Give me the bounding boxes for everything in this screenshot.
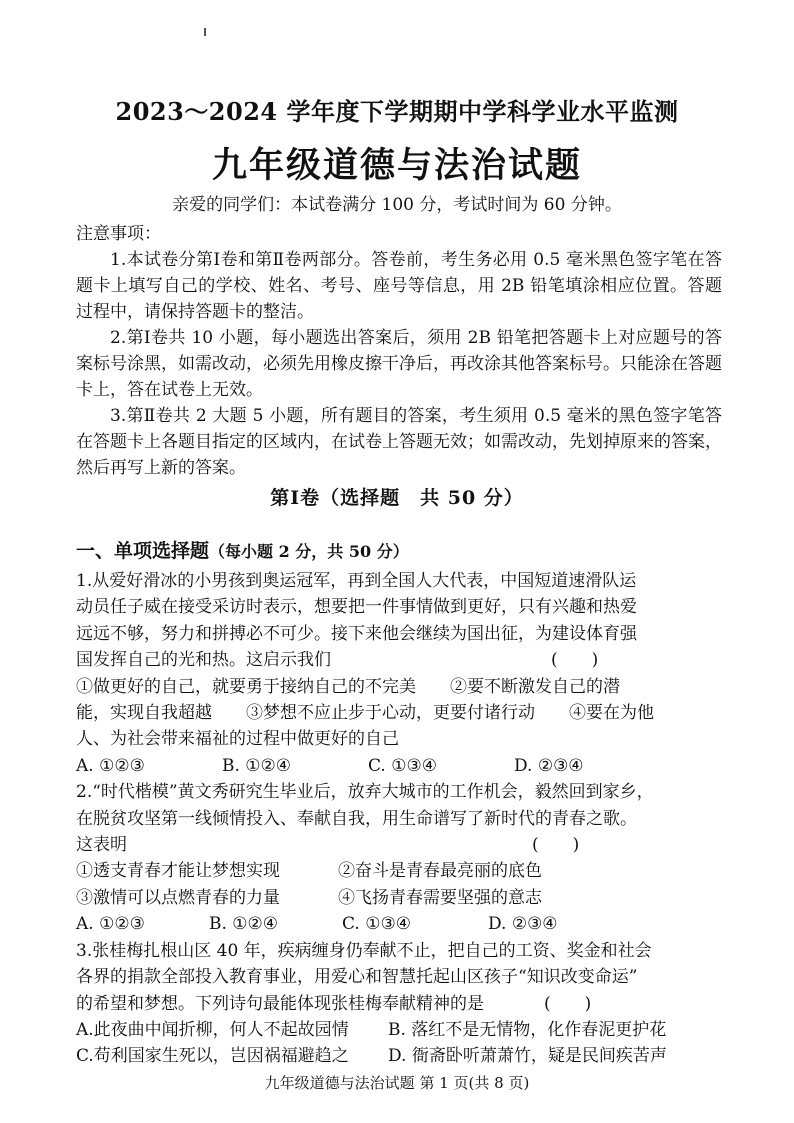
q1-line-3: 远远不够，努力和拼搏必不可少。接下来他会继续为国出征，为建设体育强 [76, 623, 637, 644]
q2-statement-4: ④飞扬青春需要坚强的意志 [338, 887, 542, 908]
q2-statement-1: ①透支青春才能让梦想实现 [76, 861, 280, 882]
q2-option-d: D. ②③④ [488, 914, 558, 935]
q1-option-d: D. ②③④ [514, 755, 584, 776]
q1-options [76, 753, 722, 779]
q1-line-5: ①做更好的自己，就要勇于接纳自己的不完美 ②要不断激发自己的潜 [76, 676, 620, 697]
q3-line-2: 各界的捐款全部投入教育事业，用爱心和智慧托起山区孩子“知识改变命运” [76, 967, 638, 988]
q2-statements-row-1 [76, 858, 722, 884]
q3-answer-paren: ( ) [544, 993, 592, 1014]
q2-option-c: C. ①③④ [342, 914, 411, 935]
notes-item-2: 2.第Ⅰ卷共 10 小题，每小题选出答案后，须用 2B 铅笔把答题卡上对应题号的答案标号涂黑，如需改动，必须先用橡皮擦干净后，再改涂其他答案标号。只能涂在答题卡上，答在试卷上无效。 [76, 328, 722, 400]
scan-mark [204, 28, 206, 36]
q3-stem-end: 的希望和梦想。下列诗句最能体现张桂梅奉献精神的是 [76, 993, 484, 1014]
notes-item-3: 3.第Ⅱ卷共 2 大题 5 小题，所有题目的答案，考生须用 0.5 毫米的黑色签字笔答在答题卡上各题目指定的区域内，在试卷上答题无效；如需改动，先划掉原来的答案，然后再写上新的答案。 [76, 406, 722, 478]
notes-section [76, 221, 722, 481]
q3-options-row-2 [76, 1043, 722, 1069]
q2-line-1: 2.“时代楷模”黄文秀研究生毕业后，放弃大城市的工作机会，毅然回到家乡， [76, 782, 654, 803]
q2-statement-3: ③激情可以点燃青春的力量 [76, 887, 280, 908]
q3-line-3 [76, 991, 722, 1017]
q2-option-b: B. ①②④ [209, 914, 279, 935]
q1-line-1: 1.从爱好滑冰的小男孩到奥运冠军，再到全国人大代表，中国短道速滑队运 [76, 571, 637, 591]
q1-option-a: A. ①②③ [76, 755, 145, 776]
q2-options [76, 911, 722, 937]
q2-option-a: A. ①②③ [76, 914, 145, 935]
exam-intro: 亲爱的同学们：本试卷满分 100 分，考试时间为 60 分钟。 [172, 195, 622, 215]
q2-stem-end: 这表明 [76, 835, 127, 856]
part-note: （每小题 2 分，共 50 分） [209, 542, 409, 561]
q1-option-c: C. ①③④ [368, 755, 437, 776]
q3-option-a: A.此夜曲中闻折柳，何人不起故园情 [76, 1019, 349, 1040]
q3-option-c: C.苟利国家生死以，岂因祸福避趋之 [76, 1046, 349, 1067]
q2-line-3 [76, 832, 722, 858]
q3-option-d: D. 衙斋卧听萧萧竹，疑是民间疾苦声 [388, 1046, 667, 1067]
questions [76, 568, 722, 1070]
section-title: 第Ⅰ卷（选择题 共 50 分） [270, 487, 524, 509]
q2-line-2: 在脱贫攻坚第一线倾情投入、奉献自我，用生命谱写了新时代的青春之歌。 [76, 808, 637, 829]
q2-answer-paren: ( ) [532, 835, 580, 856]
q3-option-b: B. 落红不是无情物，化作春泥更护花 [388, 1019, 667, 1040]
q1-option-b: B. ①②④ [222, 755, 292, 776]
q1-answer-paren: ( ) [551, 650, 599, 671]
q1-line-6: 能，实现自我超越 ③梦想不应止步于心动，更要付诸行动 ④要在为他 [76, 703, 654, 724]
q1-line-7: 人、为社会带来福祉的过程中做更好的自己 [76, 729, 399, 750]
part-title: 一、单项选择题 [76, 540, 210, 562]
exam-subject-title: 九年级道德与法治试题 [211, 145, 582, 186]
q2-statements-row-2 [76, 885, 722, 911]
notes-item-1: 1.本试卷分第Ⅰ卷和第Ⅱ卷两部分。答卷前，考生务必用 0.5 毫米黑色签字笔在答题卡上填写自己的学校、姓名、考号、座号等信息，用 2B 铅笔填涂相应位置。答题过程中，请保持答题卡的整洁。 [76, 250, 722, 322]
page-footer: 九年级道德与法治试题 第 1 页(共 8 页) [264, 1074, 530, 1092]
q1-line-4 [76, 647, 722, 673]
q3-options-row-1 [76, 1017, 722, 1043]
q2-statement-2: ②奋斗是青春最亮丽的底色 [338, 861, 542, 882]
q3-line-1: 3.张桂梅扎根山区 40 年，疾病缠身仍奉献不止，把自己的工资、奖金和社会 [76, 940, 652, 961]
q1-line-2: 动员任子威在接受采访时表示，想要把一件事情做到更好，只有兴趣和热爱 [76, 597, 637, 618]
exam-header-title: 2023～2024 学年度下学期期中学科学业水平监测 [115, 97, 679, 126]
notes-title: 注意事项： [76, 224, 161, 244]
part-heading [76, 536, 409, 563]
q1-stem-end: 国发挥自己的光和热。这启示我们 [76, 650, 331, 671]
